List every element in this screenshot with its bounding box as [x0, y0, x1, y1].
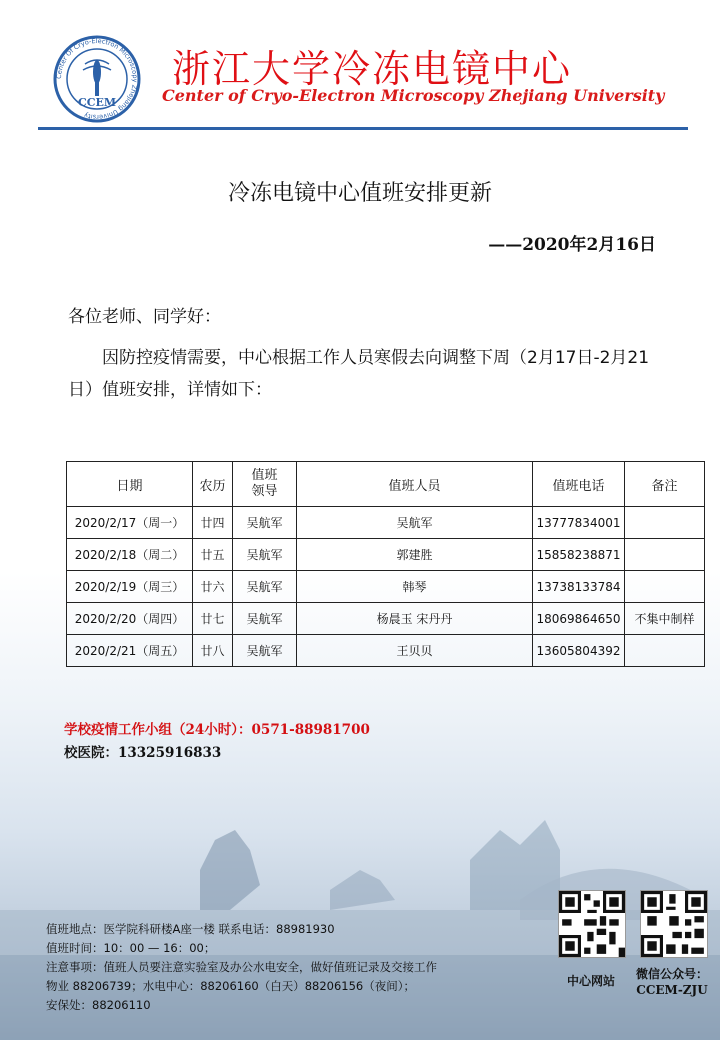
duty-schedule-table	[66, 461, 705, 667]
cell-lunar: 廿七	[193, 603, 233, 635]
cell-staff: 韩琴	[297, 571, 533, 603]
cell-staff: 王贝贝	[297, 635, 533, 667]
website-qr-code	[558, 890, 626, 958]
cell-lunar: 廿八	[193, 635, 233, 667]
cell-staff: 吴航军	[297, 507, 533, 539]
header-divider	[38, 127, 688, 130]
cell-date: 2020/2/21（周五）	[67, 635, 193, 667]
ccem-logo	[52, 34, 142, 124]
header-title-cn: 浙江大学冷冻电镜中心	[172, 47, 573, 91]
cell-note	[625, 507, 705, 539]
footer-notes	[46, 920, 437, 1015]
table-row	[67, 539, 705, 571]
cell-note	[625, 539, 705, 571]
table-row	[67, 603, 705, 635]
svg-text:Center Of Cryo-Electron Micros: Center Of Cryo-Electron Microscopy Zhejiang University	[54, 36, 140, 122]
cell-phone: 13777834001	[533, 507, 625, 539]
cell-note	[625, 571, 705, 603]
cell-leader: 吴航军	[233, 603, 297, 635]
col-header-date: 日期	[67, 462, 193, 507]
cell-staff: 郭建胜	[297, 539, 533, 571]
cell-phone: 15858238871	[533, 539, 625, 571]
cell-phone: 13738133784	[533, 571, 625, 603]
cell-leader: 吴航军	[233, 571, 297, 603]
wechat-qr-code	[640, 890, 708, 958]
website-qr-label: 中心网站	[566, 974, 615, 988]
intro-paragraph: 因防控疫情需要，中心根据工作人员寒假去向调整下周（2月17日-2月21日）值班安排，详情如下：	[68, 348, 650, 400]
cell-leader: 吴航军	[233, 507, 297, 539]
wechat-qr-label: 微信公众号： CCEM-ZJU	[635, 967, 708, 997]
cell-phone: 13605804392	[533, 635, 625, 667]
cell-date: 2020/2/18（周二）	[67, 539, 193, 571]
col-header-note: 备注	[625, 462, 705, 507]
table-header-row	[67, 462, 705, 507]
col-header-staff: 值班人员	[297, 462, 533, 507]
footer-line-location: 值班地点：医学院科研楼A座一楼 联系电话：88981930	[46, 922, 335, 936]
footer-line-utilities: 物业 88206739；水电中心：88206160（白天）88206156（夜间）；	[46, 979, 416, 993]
hospital-phone: 校医院：13325916833	[64, 745, 222, 761]
cell-lunar: 廿四	[193, 507, 233, 539]
col-header-leader: 值班 领导	[233, 462, 297, 507]
footer-line-security: 安保处：88206110	[46, 998, 151, 1012]
cell-note	[625, 635, 705, 667]
cell-lunar: 廿六	[193, 571, 233, 603]
cell-leader: 吴航军	[233, 539, 297, 571]
document-date: ——2020年2月16日	[488, 235, 656, 255]
cell-date: 2020/2/19（周三）	[67, 571, 193, 603]
cell-date: 2020/2/17（周一）	[67, 507, 193, 539]
col-header-lunar: 农历	[193, 462, 233, 507]
cell-phone: 18069864650	[533, 603, 625, 635]
footer-line-notice: 注意事项：值班人员要注意实验室及办公水电安全，做好值班记录及交接工作	[46, 960, 437, 974]
greeting: 各位老师、同学好：	[68, 307, 221, 327]
table-row	[67, 571, 705, 603]
document-title: 冷冻电镜中心值班安排更新	[227, 181, 492, 206]
epidemic-hotline: 学校疫情工作小组（24小时）：0571-88981700	[64, 722, 370, 738]
table-row	[67, 635, 705, 667]
cell-lunar: 廿五	[193, 539, 233, 571]
logo-ccem-text: CCEM	[77, 96, 117, 109]
footer-line-hours: 值班时间：10：00 — 16：00；	[46, 941, 216, 955]
cell-leader: 吴航军	[233, 635, 297, 667]
cell-note: 不集中制样	[625, 603, 705, 635]
cell-staff: 杨晨玉 宋丹丹	[297, 603, 533, 635]
table-row	[67, 507, 705, 539]
header-title-en: Center of Cryo-Electron Microscopy Zhejiang University	[162, 86, 665, 105]
cell-date: 2020/2/20（周四）	[67, 603, 193, 635]
col-header-phone: 值班电话	[533, 462, 625, 507]
